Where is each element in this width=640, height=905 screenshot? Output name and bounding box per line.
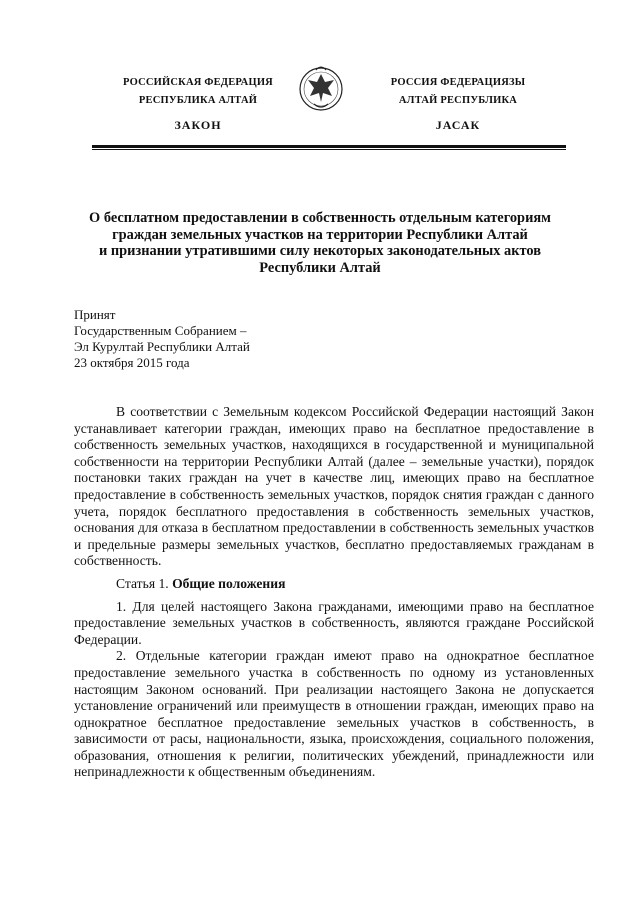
article-number: Статья 1.: [116, 575, 173, 591]
adoption-info: [74, 307, 250, 371]
adoption-date: 23 октября 2015 года: [74, 355, 190, 370]
article-title: Общие положения: [172, 575, 286, 591]
preamble-paragraph: В соответствии с Земельным кодексом Российской Федерации настоящий Закон устанавливает категории граждан, имеющих право на бесплатное предоставление в собственность земельных участков, находящихся в государственной и муниципальной собственности на территории Республики Алтай (далее – земельные участки), порядок постановки таких граждан на учет в качестве лиц, имеющих право на бесплатное предоставление в собственность земельных участков, порядок снятия граждан с данного учета, порядок бесплатного предоставления в собственность земельных участков, основания для отказа в бесплатном предоставлении в собственность земельных участков и предельные размеры земельных участков, бесплатно предоставляемых гражданам в собственность.: [74, 404, 594, 569]
title-line: граждан земельных участков на территории Республики Алтай: [112, 226, 528, 243]
title-line: и признании утратившими силу некоторых законодательных актов: [98, 243, 542, 259]
law-label-alt: ЈАСАК: [435, 118, 481, 132]
coat-of-arms-emblem: [298, 60, 344, 118]
country-name-ru: РОССИЙСКАЯ ФЕДЕРАЦИЯ: [123, 77, 273, 88]
title-line: О бесплатном предоставлении в собственность отдельным категориям: [89, 210, 551, 226]
law-body: [74, 404, 594, 781]
republic-name-alt: АЛТАЙ РЕСПУБЛИКА: [398, 95, 518, 106]
adoption-line: Эл Курултай Республики Алтай: [74, 339, 250, 354]
article-paragraph: 2. Отдельные категории граждан имеют право на однократное бесплатное предоставление земельного участка в собственность по одному из установленных настоящим Законом оснований. При реализации настоящего Закона не допускается установление ограничений или преимуществ в отношении граждан, имеющих право на однократное бесплатное предоставление земельных участков в собственность, в зависимости от расы, национальности, языка, происхождения, социального положения, образования, отношения к религии, политических убеждений, принадлежности или непринадлежности к общественным объединениям.: [74, 648, 594, 780]
header-right: [348, 74, 568, 110]
title-line: Республики Алтай: [259, 259, 381, 276]
header-left: [88, 74, 308, 110]
law-label-ru: ЗАКОН: [174, 118, 222, 132]
adoption-line: Государственным Собранием –: [74, 323, 247, 338]
law-title: [70, 210, 570, 276]
article-heading: [74, 576, 594, 593]
article-paragraph: 1. Для целей настоящего Закона гражданами, имеющими право на бесплатное предоставление земельных участков в собственность, являются граждане Российской Федерации.: [74, 598, 594, 647]
header-rule-thin: [92, 149, 566, 150]
republic-name-ru: РЕСПУБЛИКА АЛТАЙ: [138, 95, 258, 106]
adoption-line: Принят: [74, 307, 116, 322]
country-name-alt: РОССИЯ ФЕДЕРАЦИЯЗЫ: [390, 77, 526, 88]
header-rule-thick: [92, 145, 566, 148]
